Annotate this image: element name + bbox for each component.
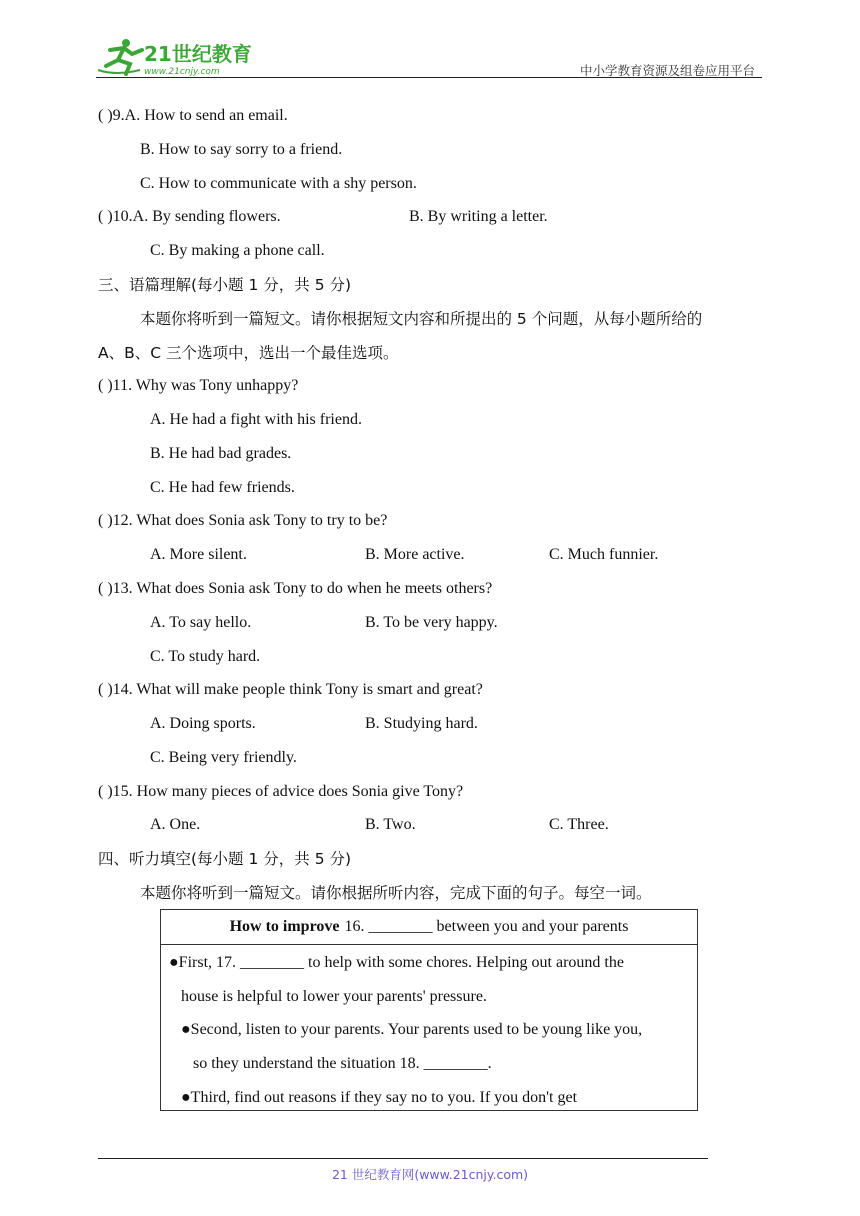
q15-option-c: C. Three.	[549, 816, 609, 833]
q12-option-b: B. More active.	[365, 546, 465, 563]
section-4-instruction: 本题你将听到一篇短文。请你根据所听内容，完成下面的句子。每空一词。	[140, 884, 652, 902]
section-4-title: 四、听力填空(每小题 1 分，共 5 分)	[98, 850, 352, 868]
q13-option-a: A. To say hello.	[150, 614, 252, 631]
table-row-second-cont: so they understand the situation 18. ________.	[193, 1055, 492, 1072]
footer-site-link[interactable]: 21 世纪教育网(www.21cnjy.com)	[331, 1167, 529, 1182]
table-row-second: ●Second, listen to your parents. Your parents used to be young like you,	[181, 1021, 643, 1038]
question-9: ( )9.A. How to send an email.	[98, 107, 288, 124]
q9-option-b: B. How to say sorry to a friend.	[140, 141, 343, 158]
table-header-bold: How to improve	[229, 918, 340, 935]
q10-option-b: B. By writing a letter.	[409, 208, 548, 225]
q10-option-c: C. By making a phone call.	[150, 242, 325, 259]
q15-option-a: A. One.	[150, 816, 201, 833]
question-11: ( )11. Why was Tony unhappy?	[98, 377, 299, 394]
q12-option-a: A. More silent.	[150, 546, 247, 563]
question-13: ( )13. What does Sonia ask Tony to do when he meets others?	[98, 580, 493, 597]
q9-option-c: C. How to communicate with a shy person.	[140, 175, 417, 192]
svg-text:www.21cnjy.com: www.21cnjy.com	[144, 67, 220, 77]
table-row-first: ●First, 17. ________ to help with some chores. Helping out around the	[169, 954, 624, 971]
q14-option-b: B. Studying hard.	[365, 715, 478, 732]
section-3-instruction-1: 本题你将听到一篇短文。请你根据短文内容和所提出的 5 个问题，从每小题所给的	[140, 310, 703, 328]
table-row-first-cont: house is helpful to lower your parents' pressure.	[181, 988, 487, 1005]
q14-option-a: A. Doing sports.	[150, 715, 256, 732]
q15-option-b: B. Two.	[365, 816, 416, 833]
header-divider	[96, 77, 762, 78]
site-logo	[96, 36, 256, 78]
table-header-blank-16: 16. ________ between you and your parents	[344, 918, 629, 935]
q13-option-c: C. To study hard.	[150, 648, 261, 665]
question-10: ( )10.A. By sending flowers.	[98, 208, 281, 225]
footer-divider	[98, 1158, 708, 1159]
question-14: ( )14. What will make people think Tony is smart and great?	[98, 681, 483, 698]
table-header	[161, 910, 697, 945]
section-3-instruction-2: A、B、C 三个选项中，选出一个最佳选项。	[98, 344, 399, 362]
q11-option-c: C. He had few friends.	[150, 479, 295, 496]
q11-option-a: A. He had a fight with his friend.	[150, 411, 362, 428]
table-row-third: ●Third, find out reasons if they say no to you. If you don't get	[181, 1089, 578, 1106]
q12-option-c: C. Much funnier.	[549, 546, 659, 563]
question-12: ( )12. What does Sonia ask Tony to try to be?	[98, 512, 388, 529]
q14-option-c: C. Being very friendly.	[150, 749, 297, 766]
q11-option-b: B. He had bad grades.	[150, 445, 292, 462]
header-platform-title: 中小学教育资源及组卷应用平台	[579, 63, 755, 78]
listening-fill-table	[160, 909, 698, 1111]
runner-logo-icon	[96, 36, 256, 78]
section-3-title: 三、语篇理解(每小题 1 分，共 5 分)	[98, 276, 352, 294]
question-15: ( )15. How many pieces of advice does Sonia give Tony?	[98, 783, 464, 800]
svg-text:21世纪教育: 21世纪教育	[144, 42, 252, 66]
q13-option-b: B. To be very happy.	[365, 614, 498, 631]
